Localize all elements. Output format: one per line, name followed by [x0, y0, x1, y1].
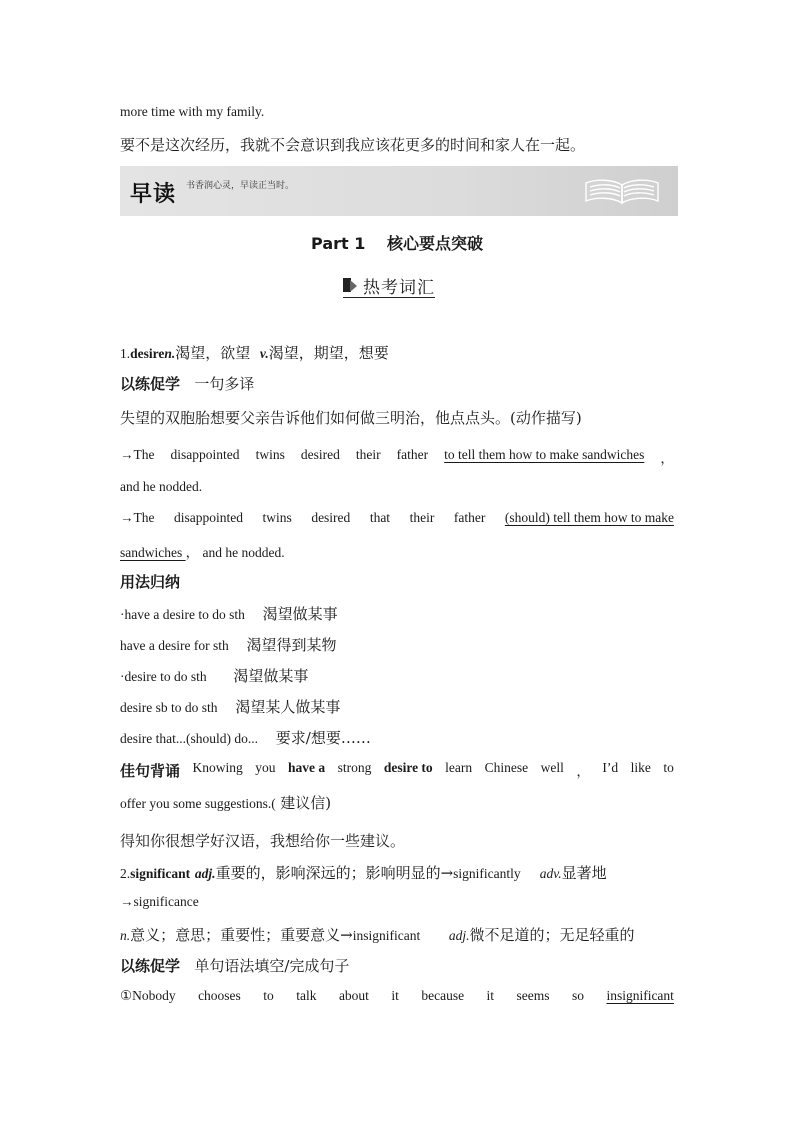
usage-item: ·have a desire to do sth 渴望做某事 — [120, 605, 338, 623]
best-sentence: 佳句背诵 Knowing you have a strong desire to learn Chinese well ， I’d like to — [120, 760, 674, 780]
open-book-icon — [582, 173, 662, 207]
entry1-header: 1.desiren.渴望，欲望 v.渴望，期望，想要 — [120, 344, 389, 362]
entry1-translation-1-cont: and he nodded. — [120, 479, 203, 494]
entry2-header: 2.significant adj.重要的，影响深远的；影响明显的→significantly adv.显著地 — [120, 864, 607, 882]
entry2-question-1: ①Nobody chooses to talk about it because it seems so insignificant — [120, 988, 674, 1003]
entry1-translation-1: →The disappointed twins desired their father to tell them how to make sandwiches ， — [120, 447, 674, 466]
best-sentence-label: 佳句背诵 — [120, 764, 181, 780]
answer-blank: (should) tell them how to make — [504, 510, 674, 525]
usage-item: desire sb to do sth 渴望某人做某事 — [120, 698, 341, 716]
morning-reading-banner — [120, 166, 678, 216]
usage-item: have a desire for sth 渴望得到某物 — [120, 636, 337, 654]
entry1-practice-label: 以练促学 一句多译 — [120, 375, 255, 393]
section-heading — [343, 274, 435, 298]
usage-item: desire that...(should) do... 要求/想要…… — [120, 729, 371, 747]
entry1-word: desire — [130, 346, 165, 361]
entry2-noun-line: n.意义；意思；重要性；重要意义→insignificant adj.微不足道的；无足轻重的 — [120, 926, 635, 944]
best-sentence-translation: 得知你很想学好汉语，我想给你一些建议。 — [120, 832, 406, 850]
part-title: Part 1 核心要点突破 — [311, 234, 483, 253]
best-sentence-cont: offer you some suggestions.( 建议信) — [120, 794, 332, 812]
entry2-derivative: →significance — [120, 894, 199, 909]
usage-label: 用法归纳 — [120, 573, 181, 591]
entry2-practice-label: 以练促学 单句语法填空/完成句子 — [120, 957, 350, 975]
intro-english-tail: more time with my family. — [120, 104, 265, 119]
entry1-translation-2: →The disappointed twins desired that their father (should) tell them how to make — [120, 510, 674, 525]
section-marker-icon — [343, 278, 357, 292]
answer-blank: sandwiches — [120, 545, 186, 560]
answer-blank: insignificant — [606, 988, 674, 1003]
banner-title: 早读 — [130, 182, 177, 207]
entry2-word: significant — [130, 866, 191, 881]
entry1-translation-2-cont: sandwiches ， and he nodded. — [120, 545, 285, 560]
section-heading-text: 热考词汇 — [363, 277, 435, 298]
answer-blank: to tell them how to make sandwiches — [444, 447, 645, 462]
banner-subtitle: 书香润心灵，早读正当时。 — [186, 181, 295, 191]
usage-item: ·desire to do sth 渴望做某事 — [120, 667, 309, 685]
entry1-prompt: 失望的双胞胎想要父亲告诉他们如何做三明治，他点点头。(动作描写) — [120, 409, 582, 427]
intro-chinese-translation: 要不是这次经历，我就不会意识到我应该花更多的时间和家人在一起。 — [120, 136, 586, 154]
